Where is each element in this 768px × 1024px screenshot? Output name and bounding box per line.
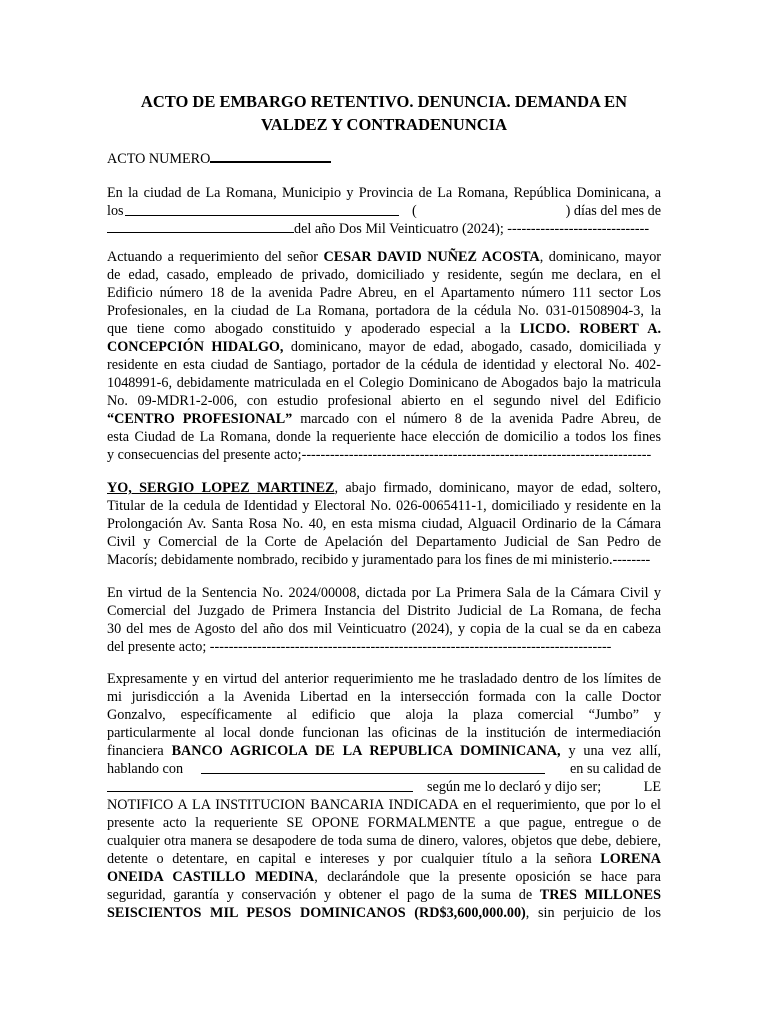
paragraph-notificacion [107, 670, 661, 922]
p4-line-4: del presente acto; ------------------------------------------------------------------------------------- [107, 639, 612, 655]
p2-text: , dominicano, mayor [539, 249, 661, 265]
p5-hablando-con: hablando con [107, 761, 184, 777]
p5-line-5 [107, 742, 661, 760]
paragraph-sentencia [107, 584, 661, 656]
p2-line-12: y consecuencias del presente acto;-------------------------------------------------------------------------- [107, 447, 652, 463]
p1-open-paren: ( [412, 203, 417, 219]
p2-line-3: Edificio número 18 de la avenida Padre Abreu, en el Apartamento número 111 sector Los [107, 285, 661, 301]
lawyer-name-part2: CONCEPCIÓN HIDALGO, [107, 339, 284, 355]
p5-text: , sin perjuicio de los [525, 905, 661, 921]
p5-segun-declaro: según me lo declaró y dijo ser; [427, 779, 602, 795]
p2-line-9: No. 09-MDR1-2-006, con estudio profesional abierto en el segundo nivel del Edificio [107, 393, 661, 409]
acto-numero-line [107, 149, 661, 167]
p5-text: y una vez allí, [560, 743, 661, 759]
p5-line-12 [107, 868, 661, 886]
p3-line-1 [107, 479, 661, 497]
p3-line-3: Prolongación Av. Santa Rosa No. 40, en esta misma ciudad, Alguacil Ordinario de la Cámara [107, 516, 661, 532]
p5-line-1: Expresamente y en virtud del anterior requerimiento me he trasladado dentro de los límites de [107, 671, 661, 687]
lawyer-name-part1: LICDO. ROBERT A. [519, 321, 661, 337]
acto-numero-label: ACTO NUMERO [107, 151, 211, 167]
title-line-2: VALDEZ Y CONTRADENUNCIA [260, 115, 507, 134]
p2-line-8: 1048991-6, debidamente matriculada en el Colegio Dominicano de Abogados bajo la matricula [107, 375, 661, 391]
p5-blank-person [201, 761, 545, 774]
p5-line-11 [107, 850, 661, 868]
p5-line-6 [107, 760, 661, 778]
document-title [96, 90, 672, 136]
p2-line-6 [107, 338, 661, 356]
p5-line-14 [107, 904, 661, 922]
p2-line-1 [107, 248, 661, 266]
p2-text: que tiene como abogado constituido y apoderado especial a la [107, 321, 520, 337]
alguacil-name: YO, SERGIO LOPEZ MARTINEZ [107, 480, 335, 496]
p5-line-10: cualquier otra manera se desapodere de toda suma de dinero, valores, objetos que debe, debiere, [107, 833, 661, 849]
p5-line-8: NOTIFICO A LA INSTITUCION BANCARIA INDICADA en el requerimiento, que por lo el [107, 797, 661, 813]
debtor-name-part1: LORENA [600, 851, 661, 867]
p2-line-4: Profesionales, en la ciudad de La Romana, portadora de la cédula No. 031-01508904-3, la [107, 303, 661, 319]
building-name: “CENTRO PROFESIONAL” [107, 411, 293, 427]
p5-en-su-calidad: en su calidad de [570, 761, 661, 777]
p3-line-2: Titular de la cedula de Identidad y Electoral No. 026-0065411-1, domiciliado y residente en la [107, 498, 661, 514]
amount-words-part1: TRES MILLONES [539, 887, 661, 903]
p2-line-11: esta Ciudad de La Romana, donde la requeriente hace elección de domicilio a todos los fines [107, 429, 661, 445]
p5-text: , declarándole que la presente oposición se hace para [314, 869, 661, 885]
p5-line-2: mi jurisdicción a la Avenida Libertad en la intersección formada con la calle Doctor [107, 689, 661, 705]
p4-line-3: 30 del mes de Agosto del año dos mil Veinticuatro (2024), y copia de la cual se da en cabeza [107, 621, 661, 637]
acto-numero-blank [210, 149, 331, 163]
p2-text: dominicano, mayor de edad, abogado, casado, domiciliada y [283, 339, 661, 355]
title-line-1: ACTO DE EMBARGO RETENTIVO. DENUNCIA. DEMANDA EN [140, 92, 628, 111]
debtor-name-part2: ONEIDA CASTILLO MEDINA [107, 869, 315, 885]
p4-line-1: En virtud de la Sentencia No. 2024/00008, dictada por La Primera Sala de la Cámara Civil y [107, 585, 661, 601]
p5-line-9: presente acto la requeriente SE OPONE FORMALMENTE a que pague, entregue o de [107, 815, 661, 831]
p3-text: , abajo firmado, dominicano, mayor de edad, soltero, [334, 480, 661, 496]
p5-text: financiera [107, 743, 172, 759]
paragraph-requerimiento [107, 248, 661, 464]
p1-line-1: En la ciudad de La Romana, Municipio y Provincia de La Romana, República Dominicana, a [107, 185, 661, 201]
p4-line-2: Comercial del Juzgado de Primera Instancia del Distrito Judicial de La Romana, de fecha [107, 603, 661, 619]
p3-line-4: Civil y Comercial de la Corte de Apelación del Departamento Judicial de San Pedro de [107, 534, 661, 550]
p1-los: los [107, 203, 124, 219]
p2-text: Actuando a requerimiento del señor [107, 249, 324, 265]
p1-blank-days [125, 203, 399, 216]
p1-line-3 [107, 220, 661, 238]
p5-text: seguridad, garantía y conservación y obtener el pago de la suma de [107, 887, 540, 903]
p2-text: marcado con el número 8 de la avenida Padre Abreu, de [292, 411, 661, 427]
p5-blank-calidad [107, 779, 413, 792]
p2-line-2: de edad, casado, empleado de privado, domiciliado y residente, según me declara, en el [107, 267, 661, 283]
requirente-name: CESAR DAVID NUÑEZ ACOSTA [323, 249, 540, 265]
p1-days-of-month: ) días del mes de [565, 203, 661, 219]
bank-name: BANCO AGRICOLA DE LA REPUBLICA DOMINICANA, [171, 743, 561, 759]
p2-line-10 [107, 410, 661, 428]
p1-blank-month [107, 220, 294, 233]
p5-line-13 [107, 886, 661, 904]
p2-line-7: residente en esta ciudad de Santiago, portador de la cédula de identidad y electoral No. 402- [107, 357, 661, 373]
paragraph-date [107, 184, 661, 238]
p5-line-4: particularmente al local donde funcionan las oficinas de la institución de intermediación [107, 725, 661, 741]
p5-line-3: Gonzalvo, específicamente al edificio que aloja la plaza comercial “Jumbo” y [107, 707, 661, 723]
paragraph-alguacil [107, 479, 661, 569]
p5-text: detente o detentare, en capital e intereses y por cualquier título a la señora [107, 851, 601, 867]
p3-line-5: Macorís; debidamente nombrado, recibido y juramentado para los fines de mi ministerio.-------- [107, 552, 651, 568]
p1-line-2 [107, 202, 661, 220]
p2-line-5 [107, 320, 661, 338]
amount-words-part2: SEISCIENTOS MIL PESOS DOMINICANOS (RD$3,600,000.00) [107, 905, 526, 921]
p1-year-text: del año Dos Mil Veinticuatro (2024); ------------------------------ [294, 221, 650, 237]
p5-le: LE [643, 779, 661, 795]
p5-line-7 [107, 778, 661, 796]
